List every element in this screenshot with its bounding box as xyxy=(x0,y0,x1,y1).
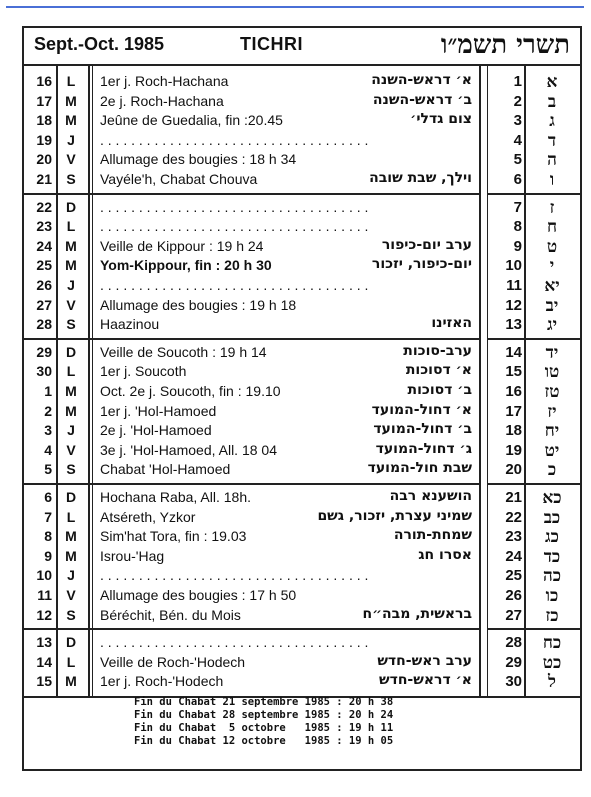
week-separator xyxy=(487,338,580,340)
hebrew-day-letter: ד xyxy=(547,130,557,151)
hebrew-day-number: 29 xyxy=(505,653,522,671)
event-hebrew: הושענא רבה xyxy=(389,488,472,504)
day-row xyxy=(24,508,580,527)
hebrew-day-letter: יח xyxy=(544,421,560,442)
day-number: 9 xyxy=(44,547,52,564)
event-hebrew: ערב ראש-חדש xyxy=(377,652,472,669)
day-number: 7 xyxy=(44,508,52,525)
event-text: Chabat 'Hol-Hamoed xyxy=(100,461,231,478)
event-text: 1er j. Soucoth xyxy=(100,363,187,380)
day-number: 28 xyxy=(36,316,52,333)
hebrew-day-number: 6 xyxy=(513,171,522,188)
footer-line: Fin du Chabat 28 septembre 1985 : 20 h 24 xyxy=(134,709,394,721)
day-number: 13 xyxy=(36,634,52,651)
footer-line: Fin du Chabat 21 septembre 1985 : 20 h 38 xyxy=(134,696,394,708)
event-text: Vayéle'h, Chabat Chouva xyxy=(100,171,258,187)
weekday-letter: S xyxy=(66,171,76,187)
hebrew-day-letter: טז xyxy=(544,382,560,402)
column-rule xyxy=(56,64,58,696)
day-number: 17 xyxy=(36,92,52,109)
hebrew-day-letter: ח xyxy=(546,217,558,238)
day-row xyxy=(24,150,580,169)
day-number: 18 xyxy=(36,112,52,129)
day-row xyxy=(24,276,580,295)
hebrew-day-letter: כד xyxy=(543,546,561,567)
event-hebrew: ב׳ דחול-המועד xyxy=(373,421,472,438)
day-number: 2 xyxy=(44,402,52,419)
day-number: 25 xyxy=(36,257,52,274)
weekday-letter: L xyxy=(66,73,76,89)
event-hebrew: שמחת-תורה xyxy=(393,527,472,544)
event-text: Oct. 2e j. Soucoth, fin : 19.10 xyxy=(100,383,281,399)
hebrew-day-letter: יד xyxy=(545,342,559,363)
event-hebrew: צום גדלי׳ xyxy=(410,111,472,128)
event-hebrew: א׳ דראש-חדש xyxy=(378,672,472,689)
day-number: 24 xyxy=(36,237,52,254)
event-text: . . . . . . . . . . . . . . . . . . . . . . . . . . . . . . . . . . . xyxy=(100,567,369,584)
event-text: Haazinou xyxy=(100,316,160,333)
hebrew-day-number: 7 xyxy=(513,198,522,216)
event-text: Veille de Roch-'Hodech xyxy=(100,653,246,670)
day-number: 21 xyxy=(36,171,52,187)
day-row xyxy=(24,586,580,605)
footer-line: Fin du Chabat 5 octobre 1985 : 19 h 11 xyxy=(134,722,394,734)
day-row xyxy=(24,198,580,217)
day-row xyxy=(24,402,580,421)
weekday-letter: D xyxy=(65,198,77,215)
event-hebrew: א׳ דסוכות xyxy=(405,362,472,379)
day-number: 23 xyxy=(36,218,52,235)
event-text: . . . . . . . . . . . . . . . . . . . . . . . . . . . . . . . . . . . xyxy=(100,131,369,148)
hebrew-day-number: 10 xyxy=(505,257,522,275)
hebrew-day-number: 21 xyxy=(505,489,522,506)
weekday-letter: M xyxy=(65,402,77,419)
hebrew-day-number: 26 xyxy=(505,587,522,604)
day-row xyxy=(24,92,580,111)
hebrew-day-number: 27 xyxy=(505,606,522,624)
day-row xyxy=(24,547,580,566)
day-number: 15 xyxy=(36,673,52,690)
hebrew-day-letter: כה xyxy=(542,566,562,587)
event-hebrew: האזינו xyxy=(431,315,472,332)
day-row xyxy=(24,131,580,150)
day-number: 22 xyxy=(36,198,52,215)
event-text: 1er j. Roch-Hachana xyxy=(100,73,229,89)
day-row xyxy=(24,382,580,401)
month-label: TICHRI xyxy=(240,34,303,54)
weekday-letter: M xyxy=(65,673,77,690)
event-text: Jeûne de Guedalia, fin :20.45 xyxy=(100,112,283,129)
day-row xyxy=(24,343,580,362)
weekday-letter: L xyxy=(66,653,76,670)
week-separator xyxy=(487,483,580,485)
day-number: 8 xyxy=(44,528,52,545)
event-text: 1er j. Roch-'Hodech xyxy=(100,673,224,690)
hebrew-month-title: תשרי תשמ״ו xyxy=(440,30,570,60)
event-text: 3e j. 'Hol-Hamoed, All. 18 04 xyxy=(100,441,277,458)
hebrew-day-letter: יז xyxy=(547,401,557,422)
event-hebrew: ב׳ דראש-השנה xyxy=(372,91,472,108)
hebrew-day-number: 3 xyxy=(513,112,522,130)
day-row xyxy=(24,606,580,625)
weekday-letter: M xyxy=(65,528,77,545)
event-text: Veille de Kippour : 19 h 24 xyxy=(100,237,264,254)
day-row xyxy=(24,72,580,91)
event-text: Isrou-'Hag xyxy=(100,547,165,564)
event-text: Atséreth, Yzkor xyxy=(100,508,196,525)
event-hebrew: א׳ דראש-השנה xyxy=(371,72,472,88)
day-row xyxy=(24,566,580,585)
weekday-letter: L xyxy=(66,218,76,235)
weekday-letter: M xyxy=(65,92,77,109)
hebrew-day-number: 14 xyxy=(505,343,522,361)
weekday-letter: J xyxy=(67,422,75,439)
event-hebrew: ג׳ דחול-המועד xyxy=(375,440,472,457)
event-text: Allumage des bougies : 19 h 18 xyxy=(100,296,297,313)
event-text: Béréchit, Bén. du Mois xyxy=(100,606,241,623)
hebrew-day-letter: כט xyxy=(542,652,562,673)
day-number: 19 xyxy=(36,131,52,148)
calendar-frame xyxy=(22,26,582,771)
hebrew-day-letter: ה xyxy=(547,150,557,171)
weekday-letter: J xyxy=(67,131,75,148)
calendar-header xyxy=(24,28,580,66)
day-row xyxy=(24,460,580,479)
event-hebrew: ב׳ דסוכות xyxy=(407,382,472,398)
weekday-letter: J xyxy=(67,277,75,293)
event-text: . . . . . . . . . . . . . . . . . . . . . . . . . . . . . . . . . . . xyxy=(100,277,369,293)
day-number: 12 xyxy=(36,606,52,623)
weekday-letter: D xyxy=(65,634,77,651)
weekday-letter: M xyxy=(65,257,77,274)
event-hebrew: יום-כיפור, יזכור xyxy=(371,256,472,273)
weekday-letter: D xyxy=(65,343,77,360)
hebrew-day-number: 17 xyxy=(505,402,522,420)
hebrew-day-letter: כח xyxy=(542,633,562,654)
day-row xyxy=(24,672,580,691)
hebrew-day-letter: כ xyxy=(547,460,557,481)
day-number: 6 xyxy=(44,489,52,505)
hebrew-day-letter: כז xyxy=(545,605,559,626)
event-text: 2e j. 'Hol-Hamoed xyxy=(100,422,212,439)
hebrew-day-number: 1 xyxy=(513,73,522,90)
hebrew-day-letter: ב xyxy=(547,91,557,112)
column-rule xyxy=(479,64,481,696)
weekday-letter: V xyxy=(66,151,76,168)
day-row xyxy=(24,170,580,189)
day-number: 14 xyxy=(36,653,52,670)
day-number: 16 xyxy=(36,73,52,89)
event-text: Sim'hat Tora, fin : 19.03 xyxy=(100,528,247,545)
day-row xyxy=(24,315,580,334)
hebrew-day-number: 22 xyxy=(505,508,522,526)
day-row xyxy=(24,111,580,130)
column-rule xyxy=(88,64,90,696)
hebrew-day-number: 9 xyxy=(513,237,522,255)
hebrew-day-letter: כג xyxy=(545,527,559,548)
event-text: Allumage des bougies : 18 h 34 xyxy=(100,151,297,168)
weekday-letter: S xyxy=(66,461,76,478)
hebrew-day-letter: טו xyxy=(544,362,560,383)
hebrew-day-letter: יא xyxy=(544,276,560,296)
day-number: 1 xyxy=(44,383,52,399)
hebrew-day-letter: א xyxy=(546,72,558,92)
column-rule xyxy=(524,64,526,696)
day-row xyxy=(24,421,580,440)
day-number: 11 xyxy=(37,587,52,603)
day-number: 20 xyxy=(36,151,52,168)
weekday-letter: M xyxy=(65,383,77,399)
day-number: 10 xyxy=(36,567,52,584)
hebrew-day-letter: ל xyxy=(548,672,556,693)
weekday-letter: D xyxy=(65,489,77,505)
hebrew-day-letter: י xyxy=(549,256,555,277)
hebrew-day-letter: כו xyxy=(545,586,559,606)
hebrew-day-number: 20 xyxy=(505,461,522,479)
hebrew-day-number: 24 xyxy=(505,547,522,565)
weekday-letter: V xyxy=(66,296,76,313)
weekday-letter: L xyxy=(66,508,76,525)
hebrew-day-letter: יג xyxy=(546,315,558,336)
weekday-letter: L xyxy=(66,363,76,380)
hebrew-day-letter: כא xyxy=(542,488,562,508)
day-row xyxy=(24,441,580,460)
hebrew-day-letter: ו xyxy=(549,170,555,190)
weekday-letter: S xyxy=(66,606,76,623)
hebrew-day-letter: ג xyxy=(549,111,555,132)
event-text: . . . . . . . . . . . . . . . . . . . . . . . . . . . . . . . . . . . xyxy=(100,198,369,215)
day-row xyxy=(24,237,580,256)
event-text: . . . . . . . . . . . . . . . . . . . . . . . . . . . . . . . . . . . xyxy=(100,218,369,235)
event-text: Veille de Soucoth : 19 h 14 xyxy=(100,343,267,360)
day-number: 27 xyxy=(36,296,52,313)
week-separator xyxy=(487,193,580,195)
event-text: Hochana Raba, All. 18h. xyxy=(100,489,251,505)
hebrew-day-number: 23 xyxy=(505,528,522,546)
event-hebrew: וילך, שבת שובה xyxy=(369,170,472,186)
hebrew-day-letter: יט xyxy=(544,440,560,461)
day-row xyxy=(24,653,580,672)
column-rule xyxy=(487,64,488,696)
column-rule xyxy=(92,64,93,696)
hebrew-day-number: 28 xyxy=(505,634,522,652)
event-hebrew: שמיני עצרת, יזכור, גשם xyxy=(317,507,472,524)
day-row xyxy=(24,488,580,507)
hebrew-day-number: 13 xyxy=(505,316,522,334)
day-row xyxy=(24,296,580,315)
weekday-letter: M xyxy=(65,547,77,564)
hebrew-day-number: 16 xyxy=(505,383,522,400)
hebrew-day-letter: כב xyxy=(543,507,561,528)
event-text: Allumage des bougies : 17 h 50 xyxy=(100,587,297,603)
hebrew-day-number: 5 xyxy=(513,151,522,169)
footer-line: Fin du Chabat 12 octobre 1985 : 19 h 05 xyxy=(134,735,394,747)
day-row xyxy=(24,256,580,275)
weekday-letter: M xyxy=(65,112,77,129)
hebrew-day-number: 18 xyxy=(505,422,522,440)
hebrew-day-letter: ט xyxy=(546,236,558,257)
period-label: Sept.-Oct. 1985 xyxy=(34,34,165,54)
day-row xyxy=(24,362,580,381)
hebrew-day-letter: יב xyxy=(545,295,559,316)
weekday-letter: M xyxy=(65,237,77,254)
day-row xyxy=(24,527,580,546)
hebrew-day-number: 8 xyxy=(513,218,522,236)
day-number: 3 xyxy=(44,422,52,439)
event-hebrew: ערב יום-כיפור xyxy=(381,236,472,253)
weekday-letter: V xyxy=(66,441,76,458)
hebrew-day-letter: ז xyxy=(549,197,555,218)
day-row xyxy=(24,217,580,236)
day-number: 30 xyxy=(36,363,52,380)
day-row xyxy=(24,633,580,652)
day-number: 5 xyxy=(44,461,52,478)
event-text: Yom-Kippour, fin : 20 h 30 xyxy=(100,257,272,274)
event-hebrew: בראשית, מבה״ח xyxy=(362,605,472,622)
event-text: 2e j. Roch-Hachana xyxy=(100,92,224,109)
day-number: 26 xyxy=(36,277,52,293)
event-hebrew: א׳ דחול-המועד xyxy=(371,401,472,418)
event-hebrew: ערב-סוכות xyxy=(403,342,472,359)
event-hebrew: שבת חול-המועד xyxy=(367,460,472,477)
weekday-letter: J xyxy=(67,567,75,584)
hebrew-day-number: 11 xyxy=(506,277,522,294)
hebrew-day-number: 2 xyxy=(513,92,522,110)
weekday-letter: S xyxy=(66,316,76,333)
day-number: 29 xyxy=(36,343,52,360)
hebrew-day-number: 4 xyxy=(513,131,522,149)
hebrew-day-number: 30 xyxy=(505,673,522,691)
hebrew-day-number: 15 xyxy=(505,363,522,381)
hebrew-day-number: 25 xyxy=(505,567,522,585)
top-rule xyxy=(6,6,584,8)
day-number: 4 xyxy=(44,441,52,458)
event-text: 1er j. 'Hol-Hamoed xyxy=(100,402,217,419)
hebrew-day-number: 12 xyxy=(505,296,522,314)
event-text: . . . . . . . . . . . . . . . . . . . . . . . . . . . . . . . . . . . xyxy=(100,634,369,651)
event-hebrew: אסרו חג xyxy=(418,546,472,563)
week-separator xyxy=(487,628,580,630)
hebrew-day-number: 19 xyxy=(505,441,522,459)
weekday-letter: V xyxy=(66,587,76,603)
